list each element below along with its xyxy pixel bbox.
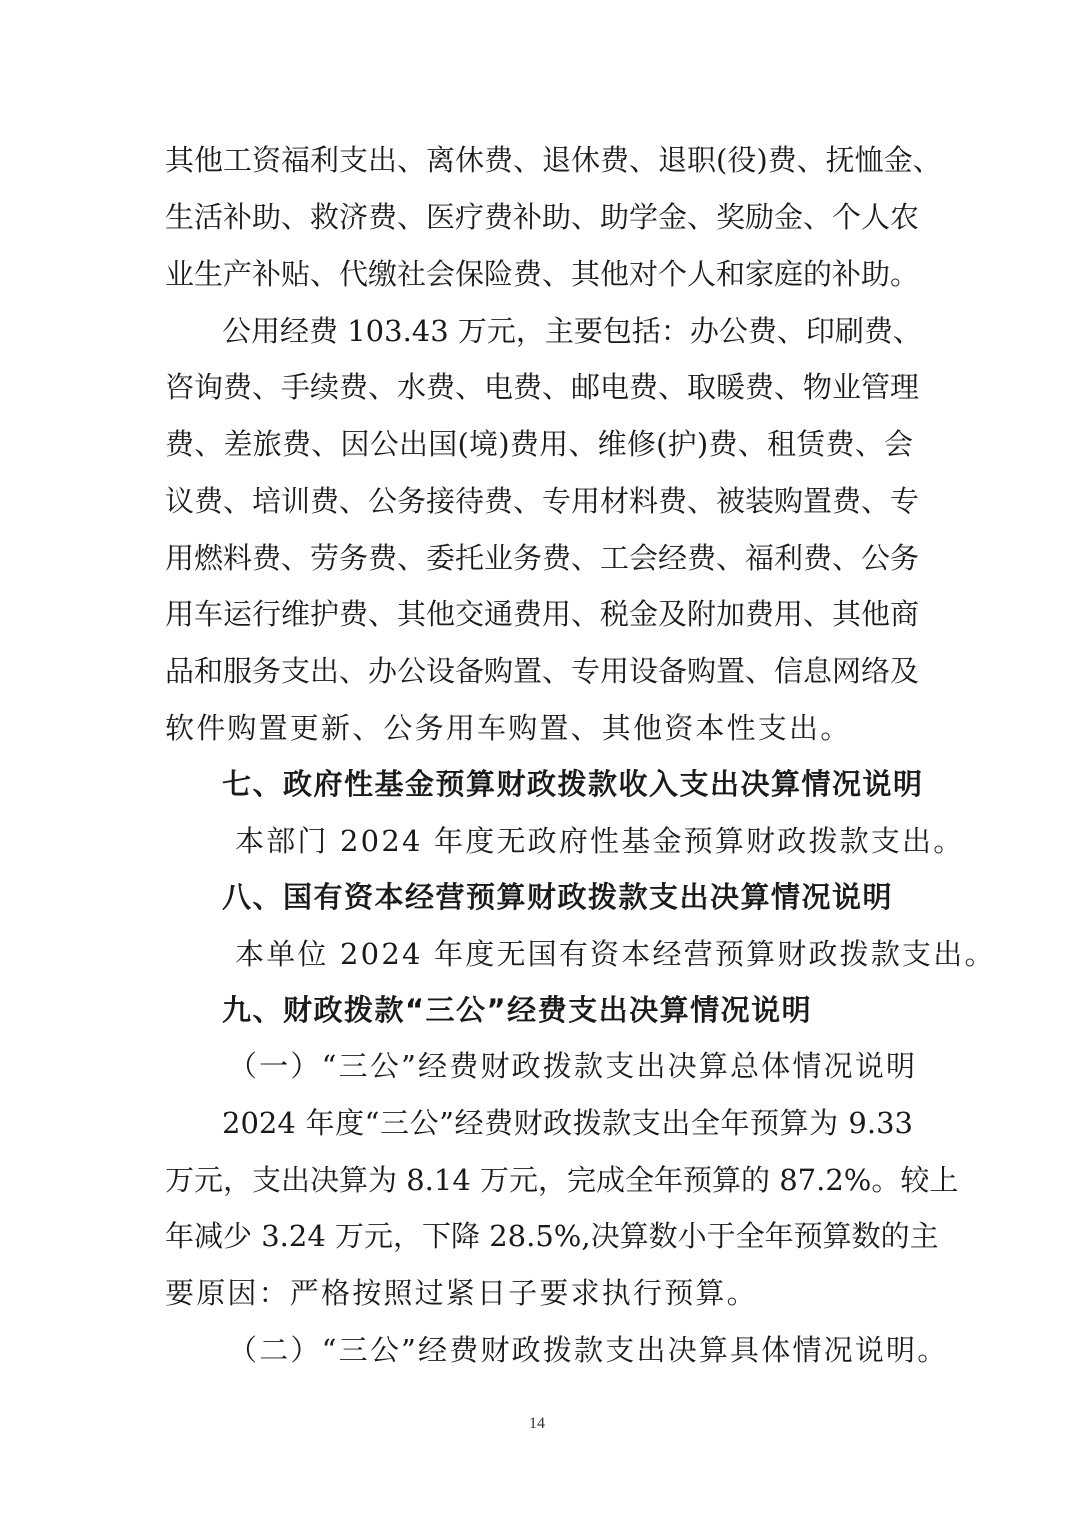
section-heading: 八、国有资本经营预算财政拨款支出决算情况说明 xyxy=(222,880,894,914)
paragraph-line: 生活补助、救济费、医疗费补助、助学金、奖励金、个人农 xyxy=(165,200,920,234)
paragraph-line: 年减少 3.24 万元，下降 28.5%,决算数小于全年预算数的主 xyxy=(165,1219,939,1253)
paragraph-line: 用燃料费、劳务费、委托业务费、工会经费、福利费、公务 xyxy=(165,541,920,575)
paragraph-line: 软件购置更新、公务用车购置、其他资本性支出。 xyxy=(165,711,852,745)
section-heading: 九、财政拨款“三公”经费支出决算情况说明 xyxy=(222,993,813,1027)
paragraph-line: 本部门 2024 年度无政府性基金预算财政拨款支出。 xyxy=(235,824,965,858)
paragraph-line: 费、差旅费、因公出国(境)费用、维修(护)费、租赁费、会 xyxy=(165,427,913,461)
paragraph-line: 业生产补贴、代缴社会保险费、其他对个人和家庭的补助。 xyxy=(165,257,920,291)
paragraph-line: 其他工资福利支出、离休费、退休费、退职(役)费、抚恤金、 xyxy=(165,143,942,177)
subsection-heading: （一）“三公”经费财政拨款支出决算总体情况说明 xyxy=(228,1049,918,1083)
paragraph-line: 要原因：严格按照过紧日子要求执行预算。 xyxy=(165,1276,758,1310)
paragraph-line: 万元，支出决算为 8.14 万元，完成全年预算的 87.2%。较上 xyxy=(165,1163,959,1197)
paragraph-line: 品和服务支出、办公设备购置、专用设备购置、信息网络及 xyxy=(165,654,920,688)
paragraph-line: 公用经费 103.43 万元，主要包括：办公费、印刷费、 xyxy=(222,314,922,348)
page-number: 14 xyxy=(529,1415,545,1432)
paragraph-line: 用车运行维护费、其他交通费用、税金及附加费用、其他商 xyxy=(165,597,920,631)
paragraph-line: 2024 年度“三公”经费财政拨款支出全年预算为 9.33 xyxy=(222,1106,913,1140)
paragraph-line: 议费、培训费、公务接待费、专用材料费、被装购置费、专 xyxy=(165,484,920,518)
paragraph-line: 咨询费、手续费、水费、电费、邮电费、取暖费、物业管理 xyxy=(165,370,920,404)
subsection-heading: （二）“三公”经费财政拨款支出决算具体情况说明。 xyxy=(228,1333,949,1367)
paragraph-line: 本单位 2024 年度无国有资本经营预算财政拨款支出。 xyxy=(235,937,996,971)
section-heading: 七、政府性基金预算财政拨款收入支出决算情况说明 xyxy=(222,767,924,801)
